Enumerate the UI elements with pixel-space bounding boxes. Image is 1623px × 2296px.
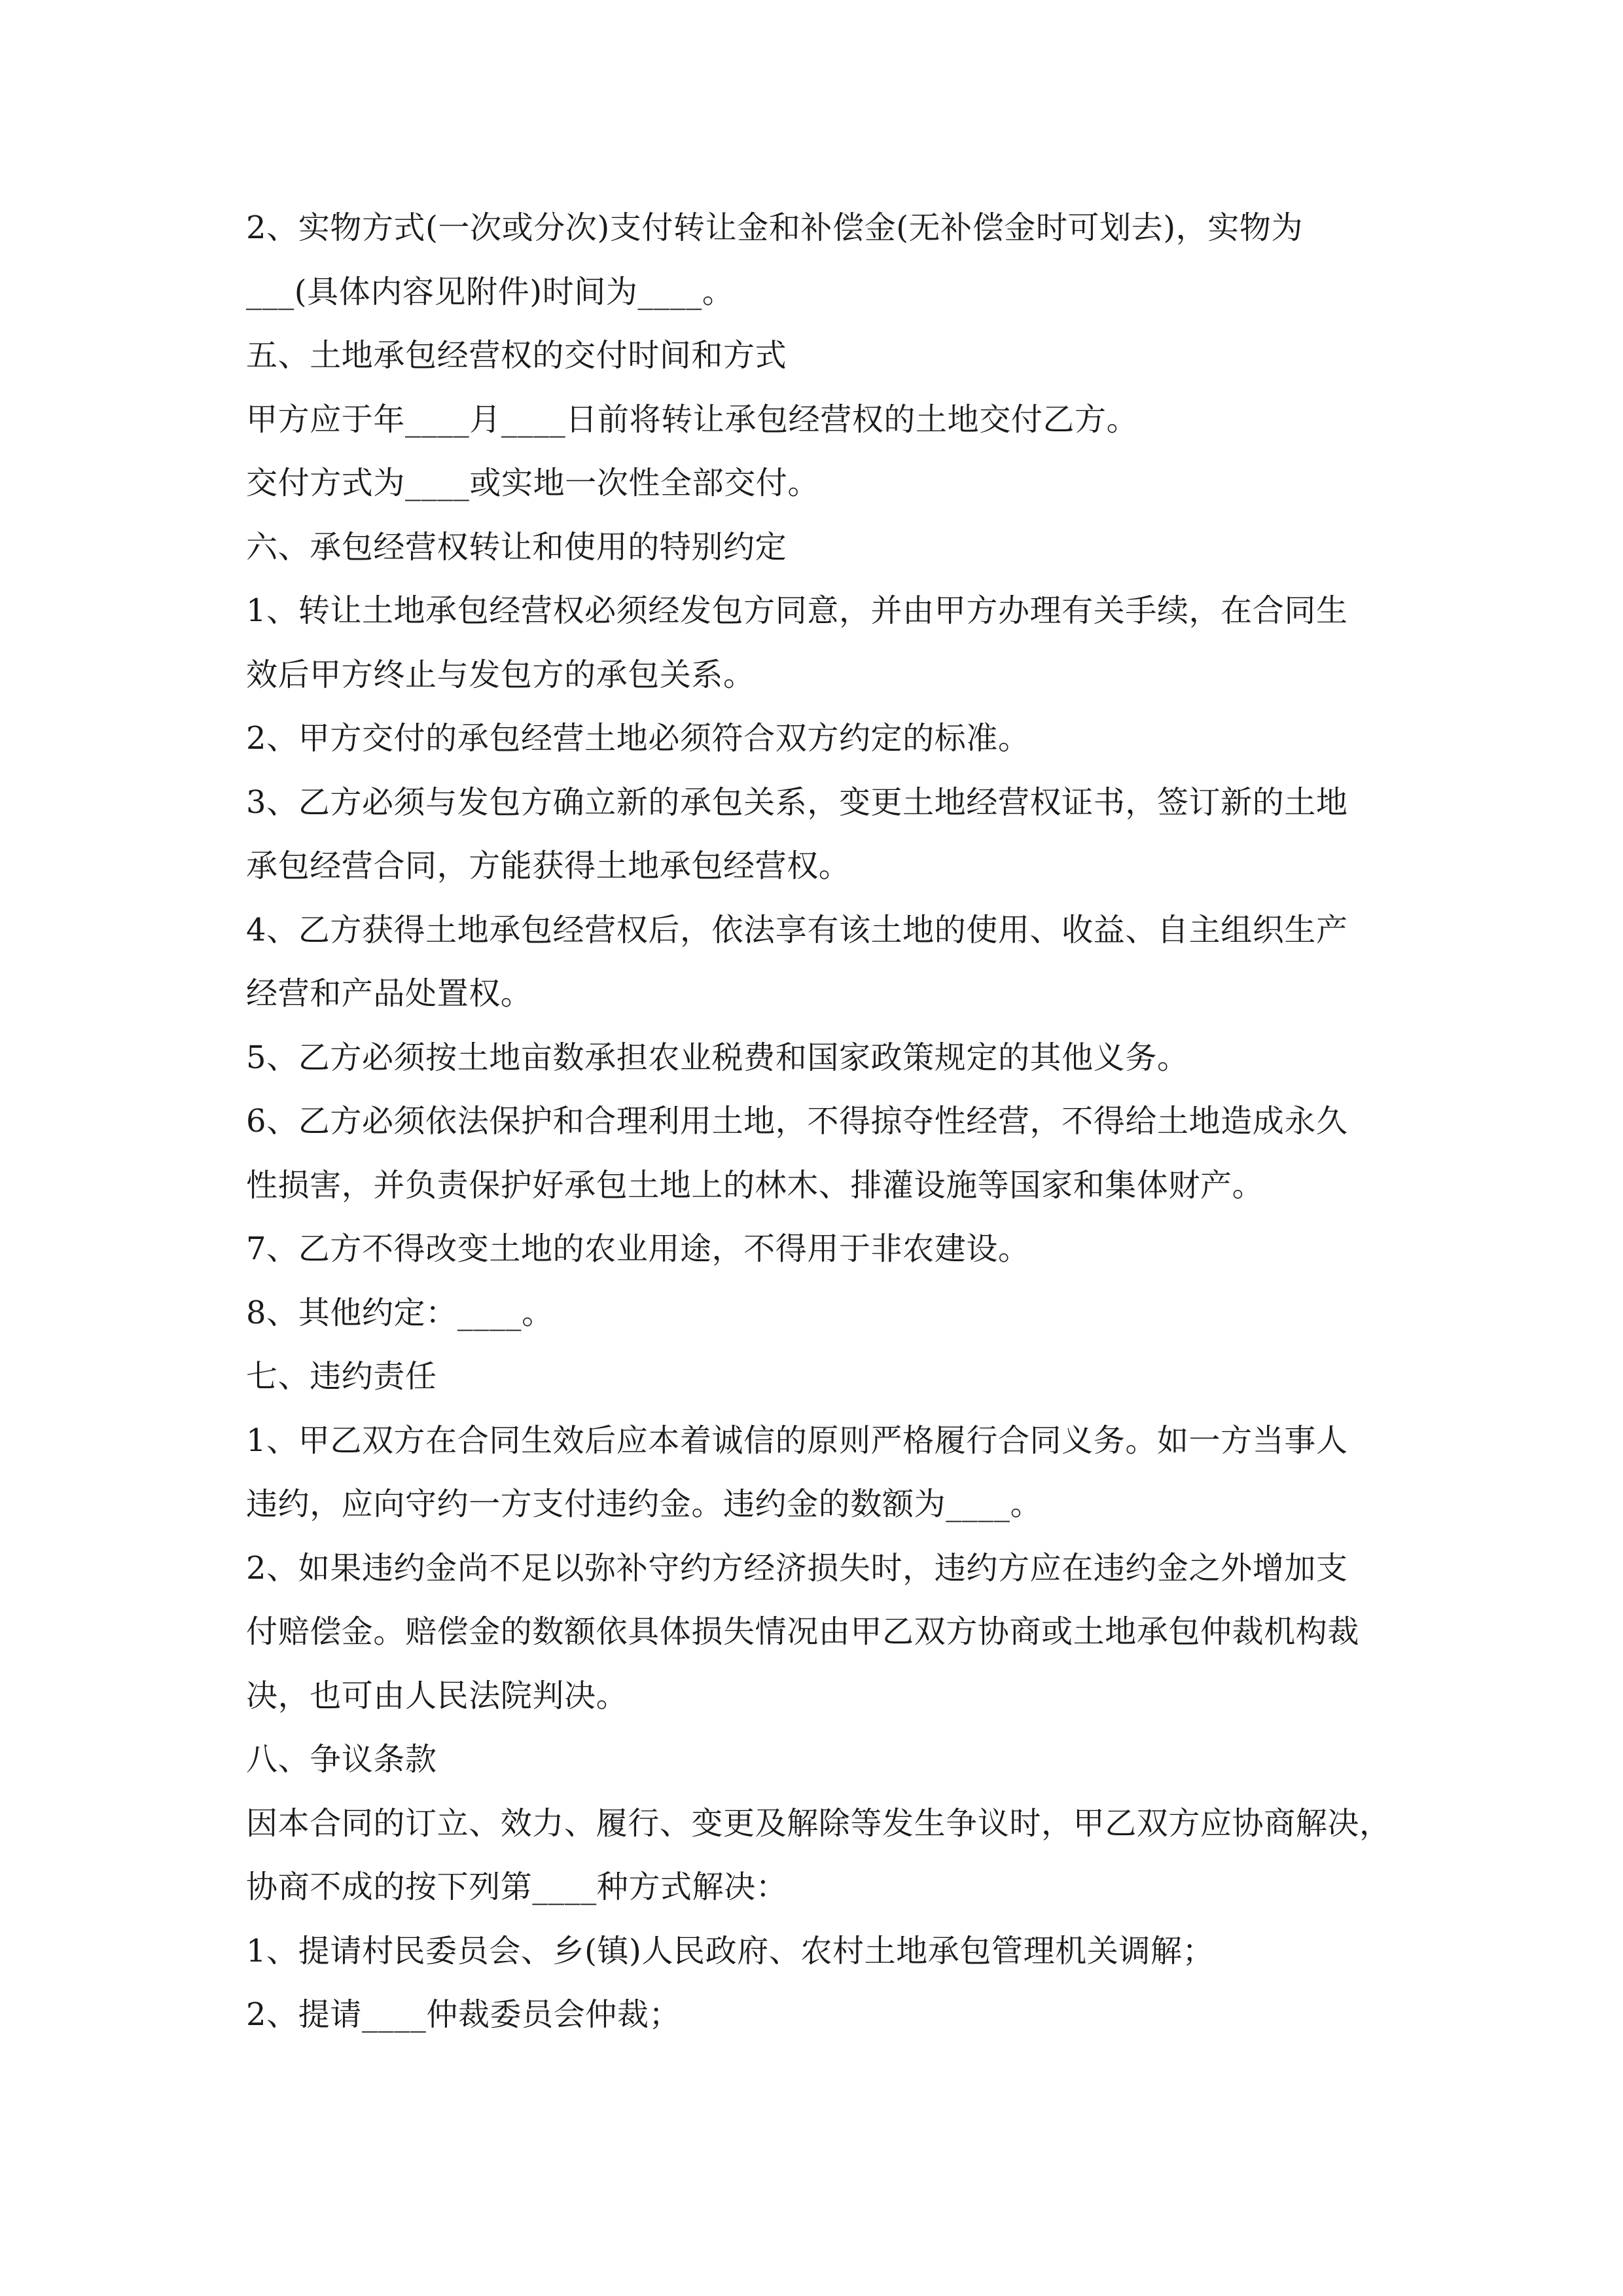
text-line: 6、乙方必须依法保护和合理利用土地，不得掠夺性经营，不得给土地造成永久 (246, 1103, 1348, 1139)
text-line: 7、乙方不得改变土地的农业用途，不得用于非农建设。 (246, 1230, 1030, 1267)
text-line: 甲方应于年____月____日前将转让承包经营权的土地交付乙方。 (246, 401, 1139, 438)
text-line: 因本合同的订立、效力、履行、变更及解除等发生争议时，甲乙双方应协商解决， (246, 1804, 1391, 1842)
text-line: 交付方式为____或实地一次性全部交付。 (246, 465, 820, 501)
text-line: 5、乙方必须按土地亩数承担农业税费和国家政策规定的其他义务。 (246, 1039, 1189, 1076)
text-line: 付赔偿金。赔偿金的数额依具体损失情况由甲乙双方协商或土地承包仲裁机构裁 (246, 1613, 1360, 1650)
text-line: 违约，应向守约一方支付违约金。违约金的数额为____。 (246, 1486, 1043, 1522)
section-heading: 六、承包经营权转让和使用的特别约定 (246, 528, 787, 565)
text-line: 协商不成的按下列第____种方式解决： (246, 1869, 788, 1905)
text-line: 2、甲方交付的承包经营土地必须符合双方约定的标准。 (246, 720, 1030, 757)
section-heading: 七、违约责任 (246, 1358, 437, 1395)
text-line: 性损害，并负责保护好承包土地上的林木、排灌设施等国家和集体财产。 (246, 1166, 1264, 1204)
text-line: 3、乙方必须与发包方确立新的承包关系，变更土地经营权证书，签订新的土地 (246, 783, 1348, 821)
text-line: 1、甲乙双方在合同生效后应本着诚信的原则严格履行合同义务。如一方当事人 (246, 1422, 1348, 1459)
text-line: 2、提请____仲裁委员会仲裁； (246, 1996, 681, 2033)
text-line: ___(具体内容见附件)时间为____。 (246, 273, 734, 310)
text-line: 1、转让土地承包经营权必须经发包方同意，并由甲方办理有关手续，在合同生 (246, 592, 1348, 629)
text-line: 4、乙方获得土地承包经营权后，依法享有该土地的使用、收益、自主组织生产 (246, 911, 1348, 948)
section-heading: 五、土地承包经营权的交付时间和方式 (246, 337, 787, 374)
text-line: 决，也可由人民法院判决。 (246, 1677, 628, 1714)
text-line: 经营和产品处置权。 (246, 975, 533, 1012)
text-line: 承包经营合同，方能获得土地承包经营权。 (246, 848, 851, 884)
text-line: 8、其他约定：____。 (246, 1294, 554, 1331)
text-line: 1、提请村民委员会、乡(镇)人民政府、农村土地承包管理机关调解； (246, 1932, 1215, 1969)
text-line: 2、实物方式(一次或分次)支付转让金和补偿金(无补偿金时可划去)，实物为 (246, 209, 1304, 246)
document-body (246, 196, 1391, 2047)
section-heading: 八、争议条款 (246, 1741, 437, 1778)
text-line: 效后甲方终止与发包方的承包关系。 (246, 656, 755, 693)
text-line: 2、如果违约金尚不足以弥补守约方经济损失时，违约方应在违约金之外增加支 (246, 1549, 1348, 1587)
